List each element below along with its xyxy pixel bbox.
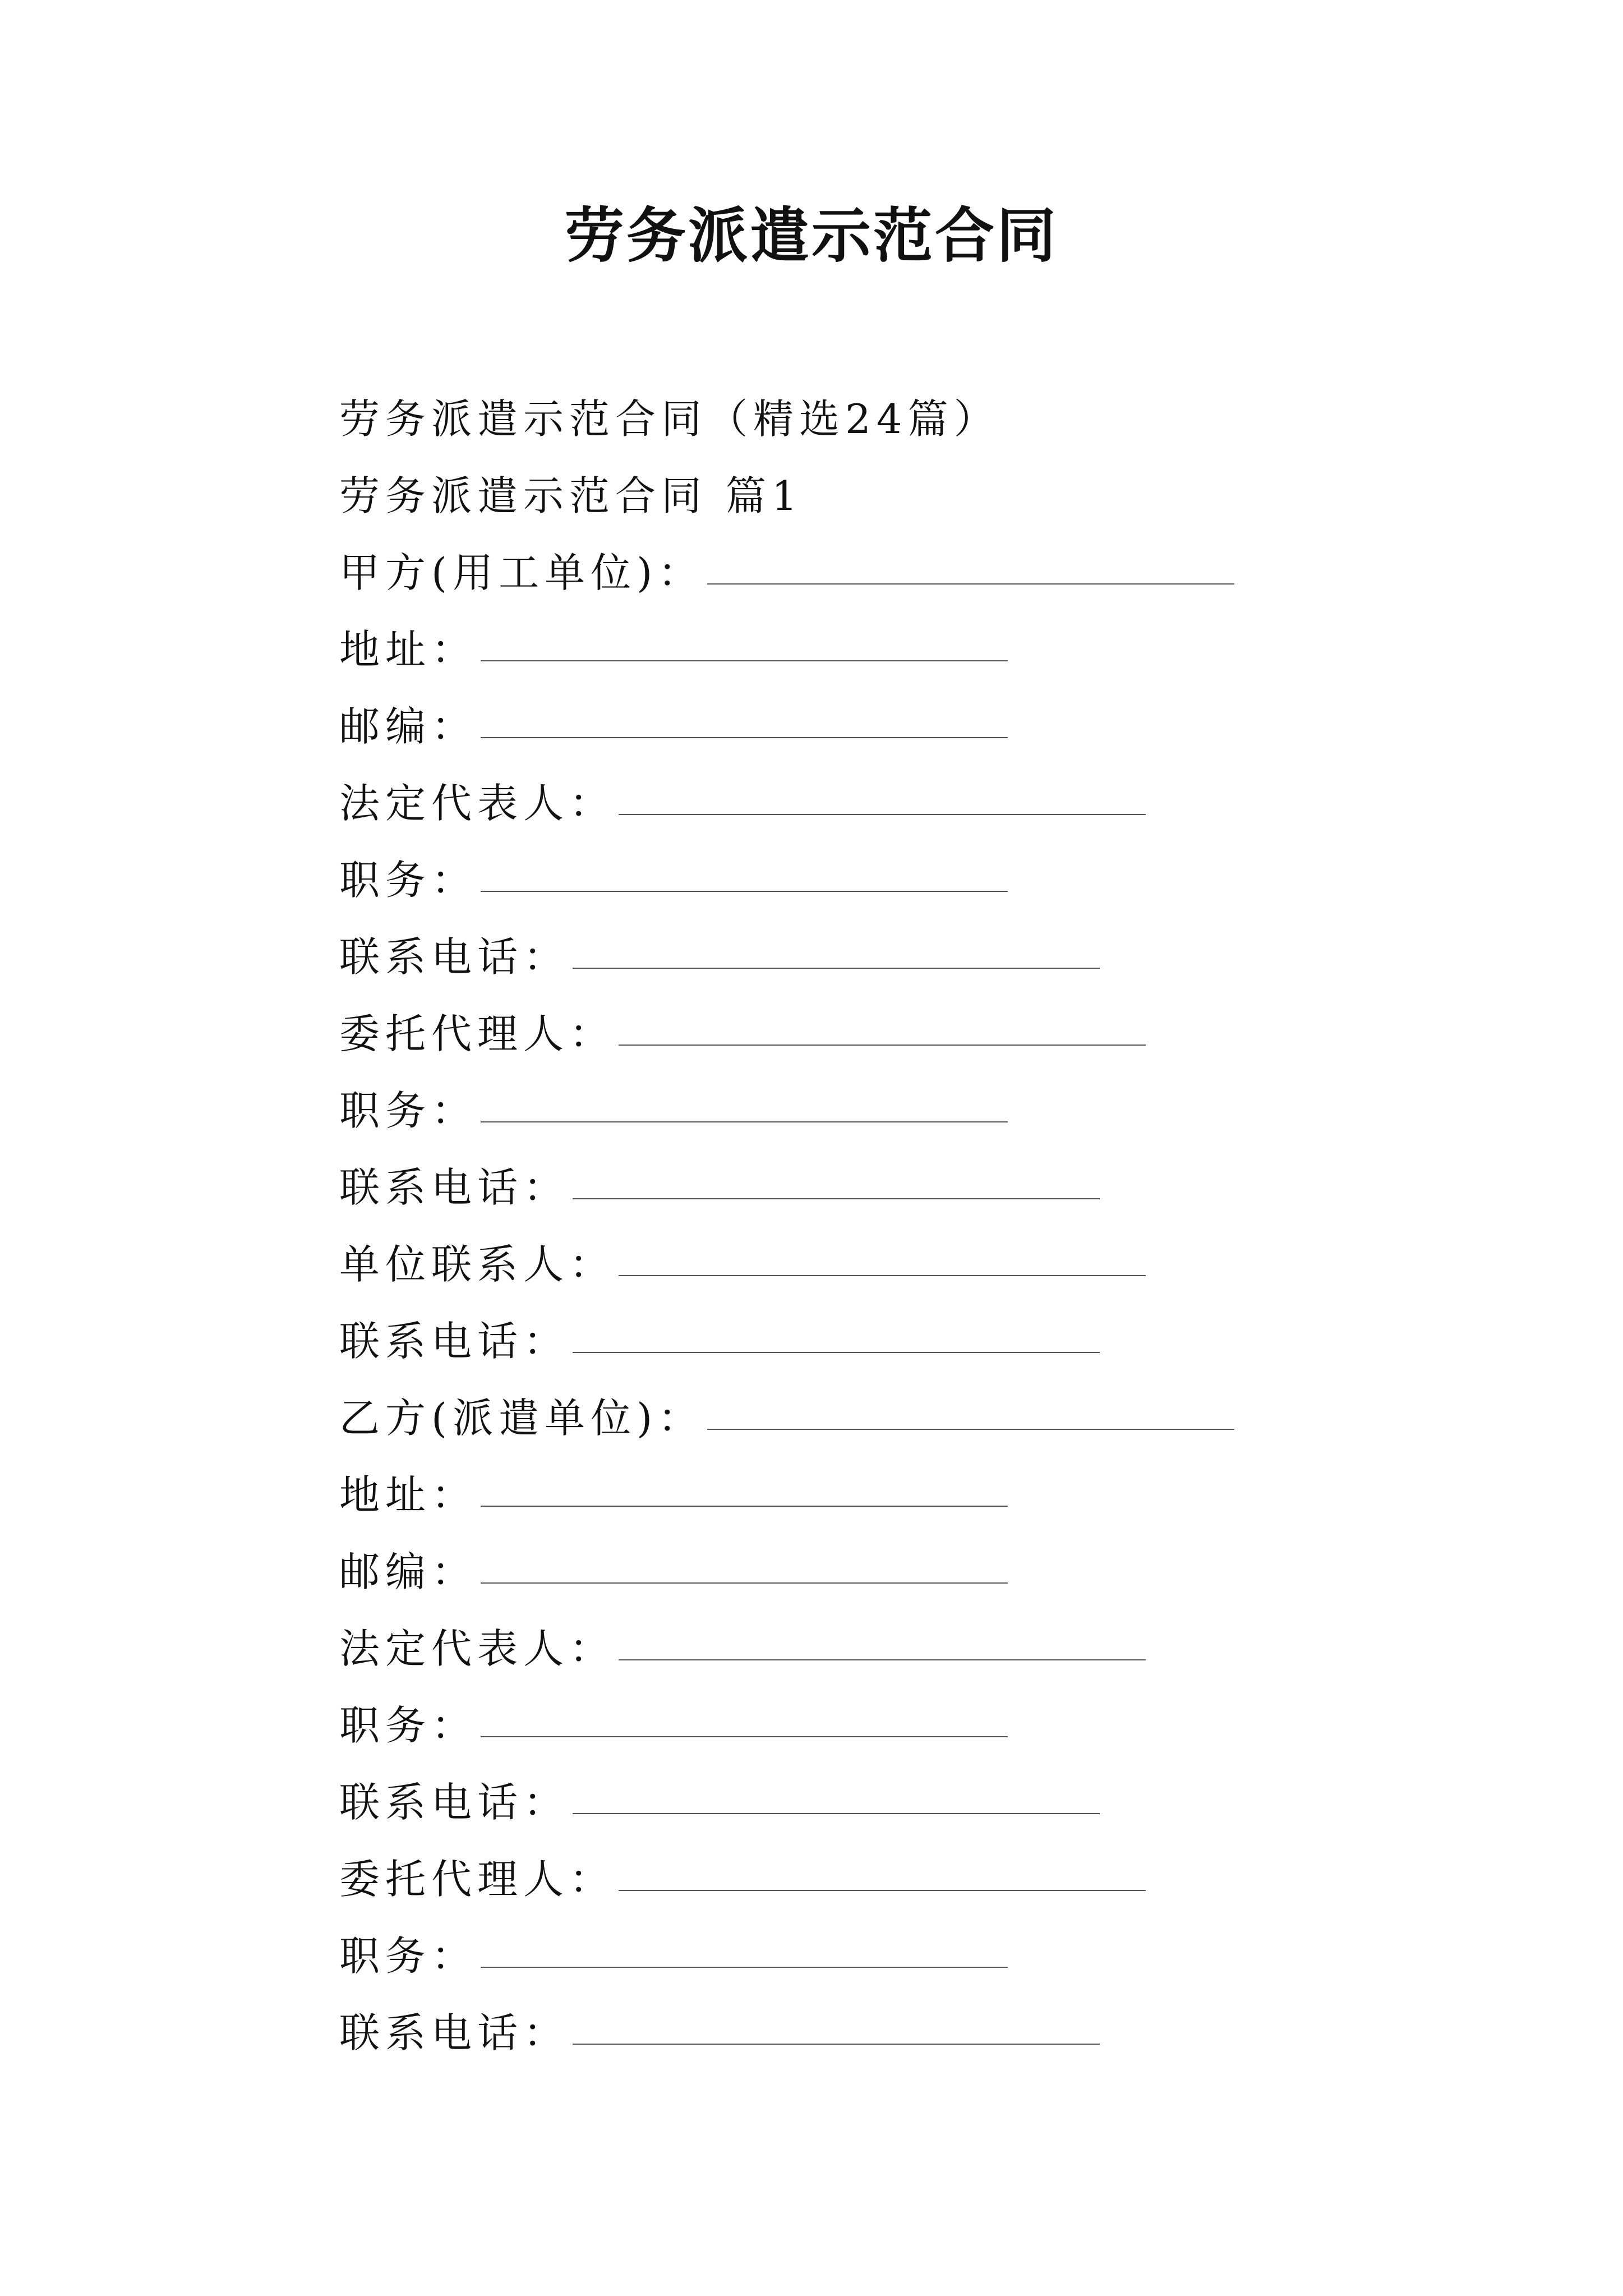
- party-b-position-field: [339, 1683, 1489, 1760]
- party-b-agent-phone-blank: [573, 2014, 1100, 2045]
- party-b-agent-position-blank: [481, 1938, 1008, 1968]
- party-a-legal-rep-field: [339, 761, 1489, 838]
- party-a-agent-position-label: 职务：: [339, 1087, 478, 1134]
- party-a-legal-rep-label: 法定代表人：: [339, 779, 616, 827]
- document-body: [339, 377, 1489, 2068]
- party-a-contact-blank: [619, 1246, 1146, 1276]
- party-b-legal-rep-label: 法定代表人：: [339, 1625, 616, 1672]
- party-a-agent-phone-label: 联系电话：: [339, 1163, 570, 1211]
- party-a-name-field: [339, 531, 1489, 608]
- party-a-phone-field: [339, 915, 1489, 992]
- party-a-name-blank: [707, 554, 1234, 585]
- party-a-agent-label: 委托代理人：: [339, 1010, 616, 1057]
- party-a-position-blank: [481, 862, 1008, 892]
- party-b-postcode-field: [339, 1530, 1489, 1607]
- party-a-contact-phone-label: 联系电话：: [339, 1317, 570, 1365]
- party-b-postcode-blank: [481, 1553, 1008, 1584]
- party-a-agent-phone-blank: [573, 1169, 1100, 1199]
- party-a-agent-position-field: [339, 1069, 1489, 1145]
- party-a-address-label: 地址：: [339, 625, 478, 673]
- party-a-legal-rep-blank: [619, 785, 1146, 815]
- party-b-postcode-label: 邮编：: [339, 1548, 478, 1595]
- subtitle-line: [339, 377, 1489, 454]
- document-subtitle: 劳务派遣示范合同（精选24篇）: [339, 395, 1000, 443]
- party-a-contact-phone-blank: [573, 1323, 1100, 1353]
- party-b-agent-position-field: [339, 1914, 1489, 1991]
- party-a-contact-label: 单位联系人：: [339, 1240, 616, 1288]
- party-a-agent-position-blank: [481, 1092, 1008, 1122]
- party-a-agent-field: [339, 992, 1489, 1069]
- party-a-phone-label: 联系电话：: [339, 933, 570, 981]
- party-b-phone-label: 联系电话：: [339, 1778, 570, 1826]
- document-title: 劳务派遣示范合同: [565, 200, 1058, 270]
- party-a-contact-phone-field: [339, 1299, 1489, 1376]
- party-a-address-blank: [481, 631, 1008, 661]
- party-a-phone-blank: [573, 938, 1100, 969]
- section-heading: 劳务派遣示范合同 篇1: [339, 472, 803, 519]
- party-b-agent-position-label: 职务：: [339, 1932, 478, 1980]
- section-heading-line: [339, 454, 1489, 531]
- party-b-address-blank: [481, 1476, 1008, 1507]
- party-b-address-field: [339, 1453, 1489, 1530]
- party-a-name-label: 甲方(用工单位)：: [339, 549, 704, 596]
- party-b-agent-label: 委托代理人：: [339, 1855, 616, 1903]
- party-a-contact-field: [339, 1222, 1489, 1299]
- party-b-legal-rep-field: [339, 1607, 1489, 1683]
- party-a-postcode-label: 邮编：: [339, 702, 478, 750]
- party-b-phone-field: [339, 1760, 1489, 1837]
- party-b-legal-rep-blank: [619, 1630, 1146, 1660]
- party-b-agent-field: [339, 1837, 1489, 1914]
- party-a-postcode-field: [339, 684, 1489, 761]
- party-b-agent-blank: [619, 1861, 1146, 1891]
- party-b-position-blank: [481, 1707, 1008, 1737]
- party-a-agent-phone-field: [339, 1145, 1489, 1222]
- party-b-name-blank: [707, 1400, 1234, 1430]
- party-a-position-field: [339, 838, 1489, 915]
- party-a-agent-blank: [619, 1015, 1146, 1046]
- party-b-name-label: 乙方(派遣单位)：: [339, 1394, 704, 1442]
- party-a-address-field: [339, 608, 1489, 684]
- party-b-agent-phone-label: 联系电话：: [339, 2009, 570, 2056]
- party-b-agent-phone-field: [339, 1991, 1489, 2068]
- party-b-phone-blank: [573, 1784, 1100, 1814]
- party-b-position-label: 职务：: [339, 1701, 478, 1749]
- party-a-postcode-blank: [481, 708, 1008, 738]
- party-b-address-label: 地址：: [339, 1471, 478, 1519]
- party-a-position-label: 职务：: [339, 856, 478, 904]
- party-b-name-field: [339, 1376, 1489, 1453]
